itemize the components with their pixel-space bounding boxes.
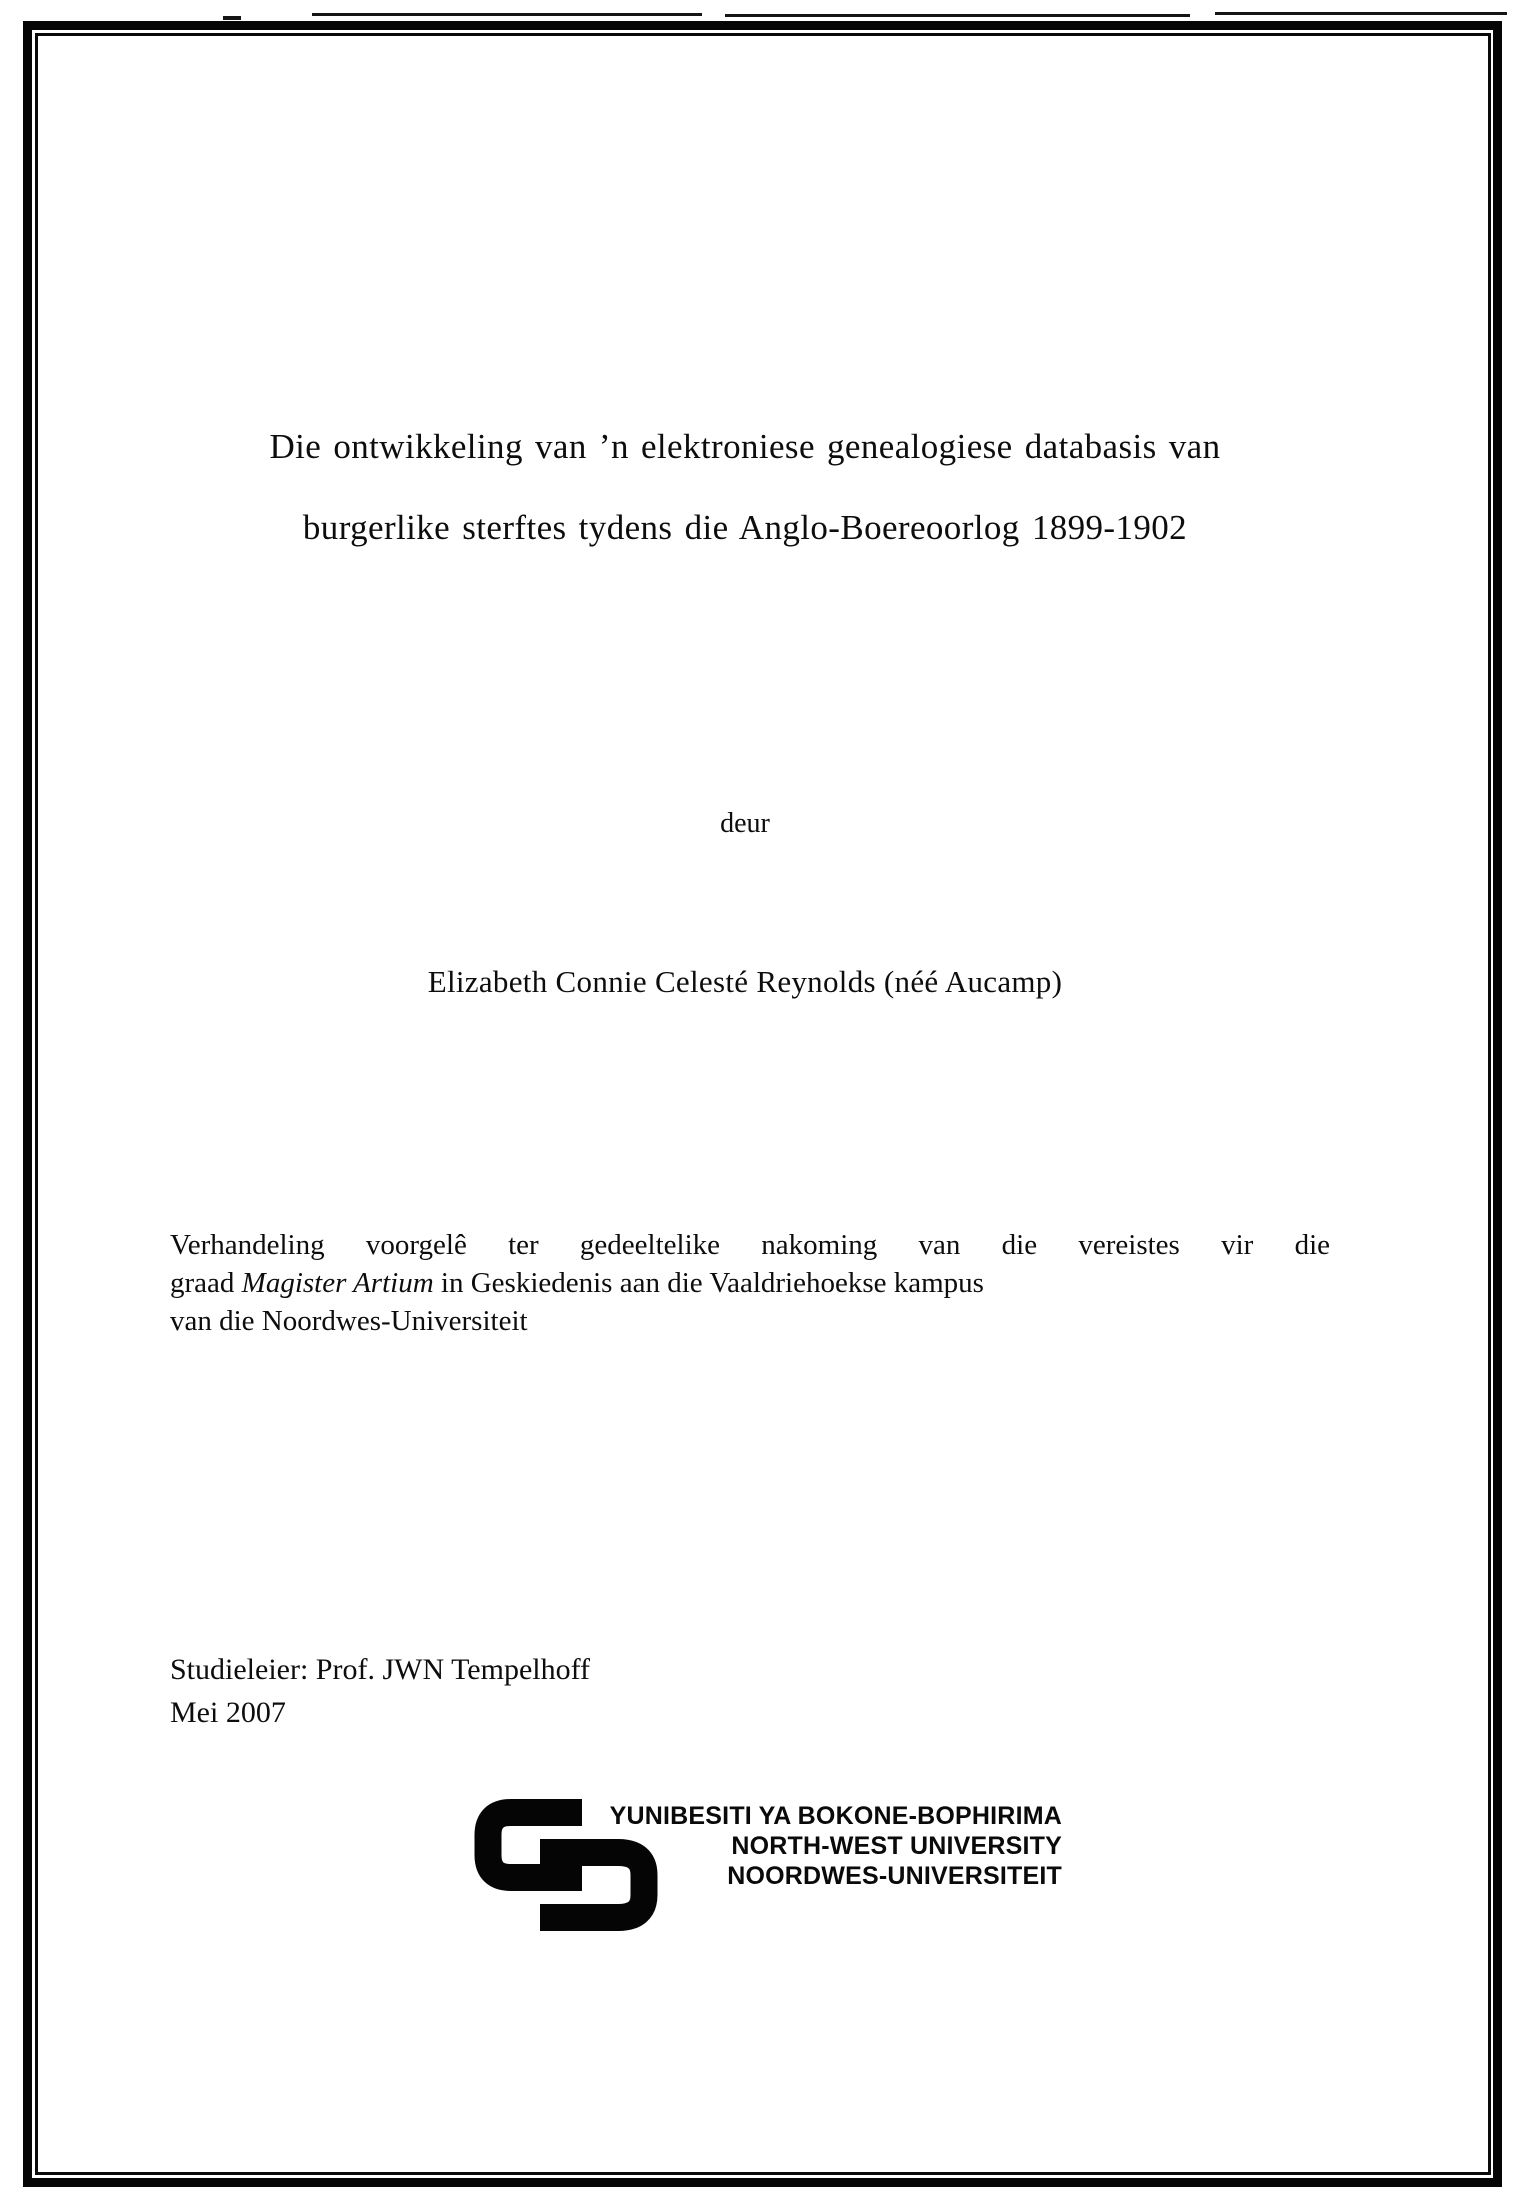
logo-wordmark (588, 1801, 1062, 1891)
statement-line3: van die Noordwes-Universiteit (170, 1305, 528, 1337)
statement-line2-suffix: in Geskiedenis aan die Vaaldriehoekse kampus (433, 1267, 984, 1299)
scan-streak (1215, 12, 1507, 15)
logo-name-setswana: YUNIBESITI YA BOKONE-BOPHIRIMA (609, 1802, 1062, 1830)
scan-streak (223, 16, 241, 20)
thesis-title (100, 406, 1390, 568)
logo-name-afrikaans: NOORDWES-UNIVERSITEIT (727, 1862, 1062, 1890)
thesis-statement (170, 1226, 1330, 1340)
logo-name-english: NORTH-WEST UNIVERSITY (731, 1832, 1062, 1860)
supervisor-block (170, 1648, 1070, 1734)
thesis-title-line1: Die ontwikkeling van ’n elektroniese genealogiese databasis van (269, 427, 1221, 466)
date-line: Mei 2007 (170, 1696, 286, 1729)
author-name: Elizabeth Connie Celesté Reynolds (néé Aucamp) (427, 964, 1063, 999)
statement-line2-prefix: graad (170, 1267, 242, 1299)
byline-label: deur (720, 808, 770, 839)
thesis-title-line2: burgerlike sterftes tydens die Anglo-Boereoorlog 1899-1902 (302, 508, 1188, 547)
statement-line2 (170, 1264, 1330, 1302)
university-logo (458, 1795, 1078, 1940)
scan-streak (725, 14, 1190, 17)
degree-name: Magister Artium (241, 1267, 434, 1299)
scan-streak (312, 13, 702, 16)
statement-line1: Verhandeling voorgelê ter gedeeltelike nakoming van die vereistes vir die (170, 1229, 1330, 1261)
supervisor-line: Studieleier: Prof. JWN Tempelhoff (170, 1653, 591, 1686)
